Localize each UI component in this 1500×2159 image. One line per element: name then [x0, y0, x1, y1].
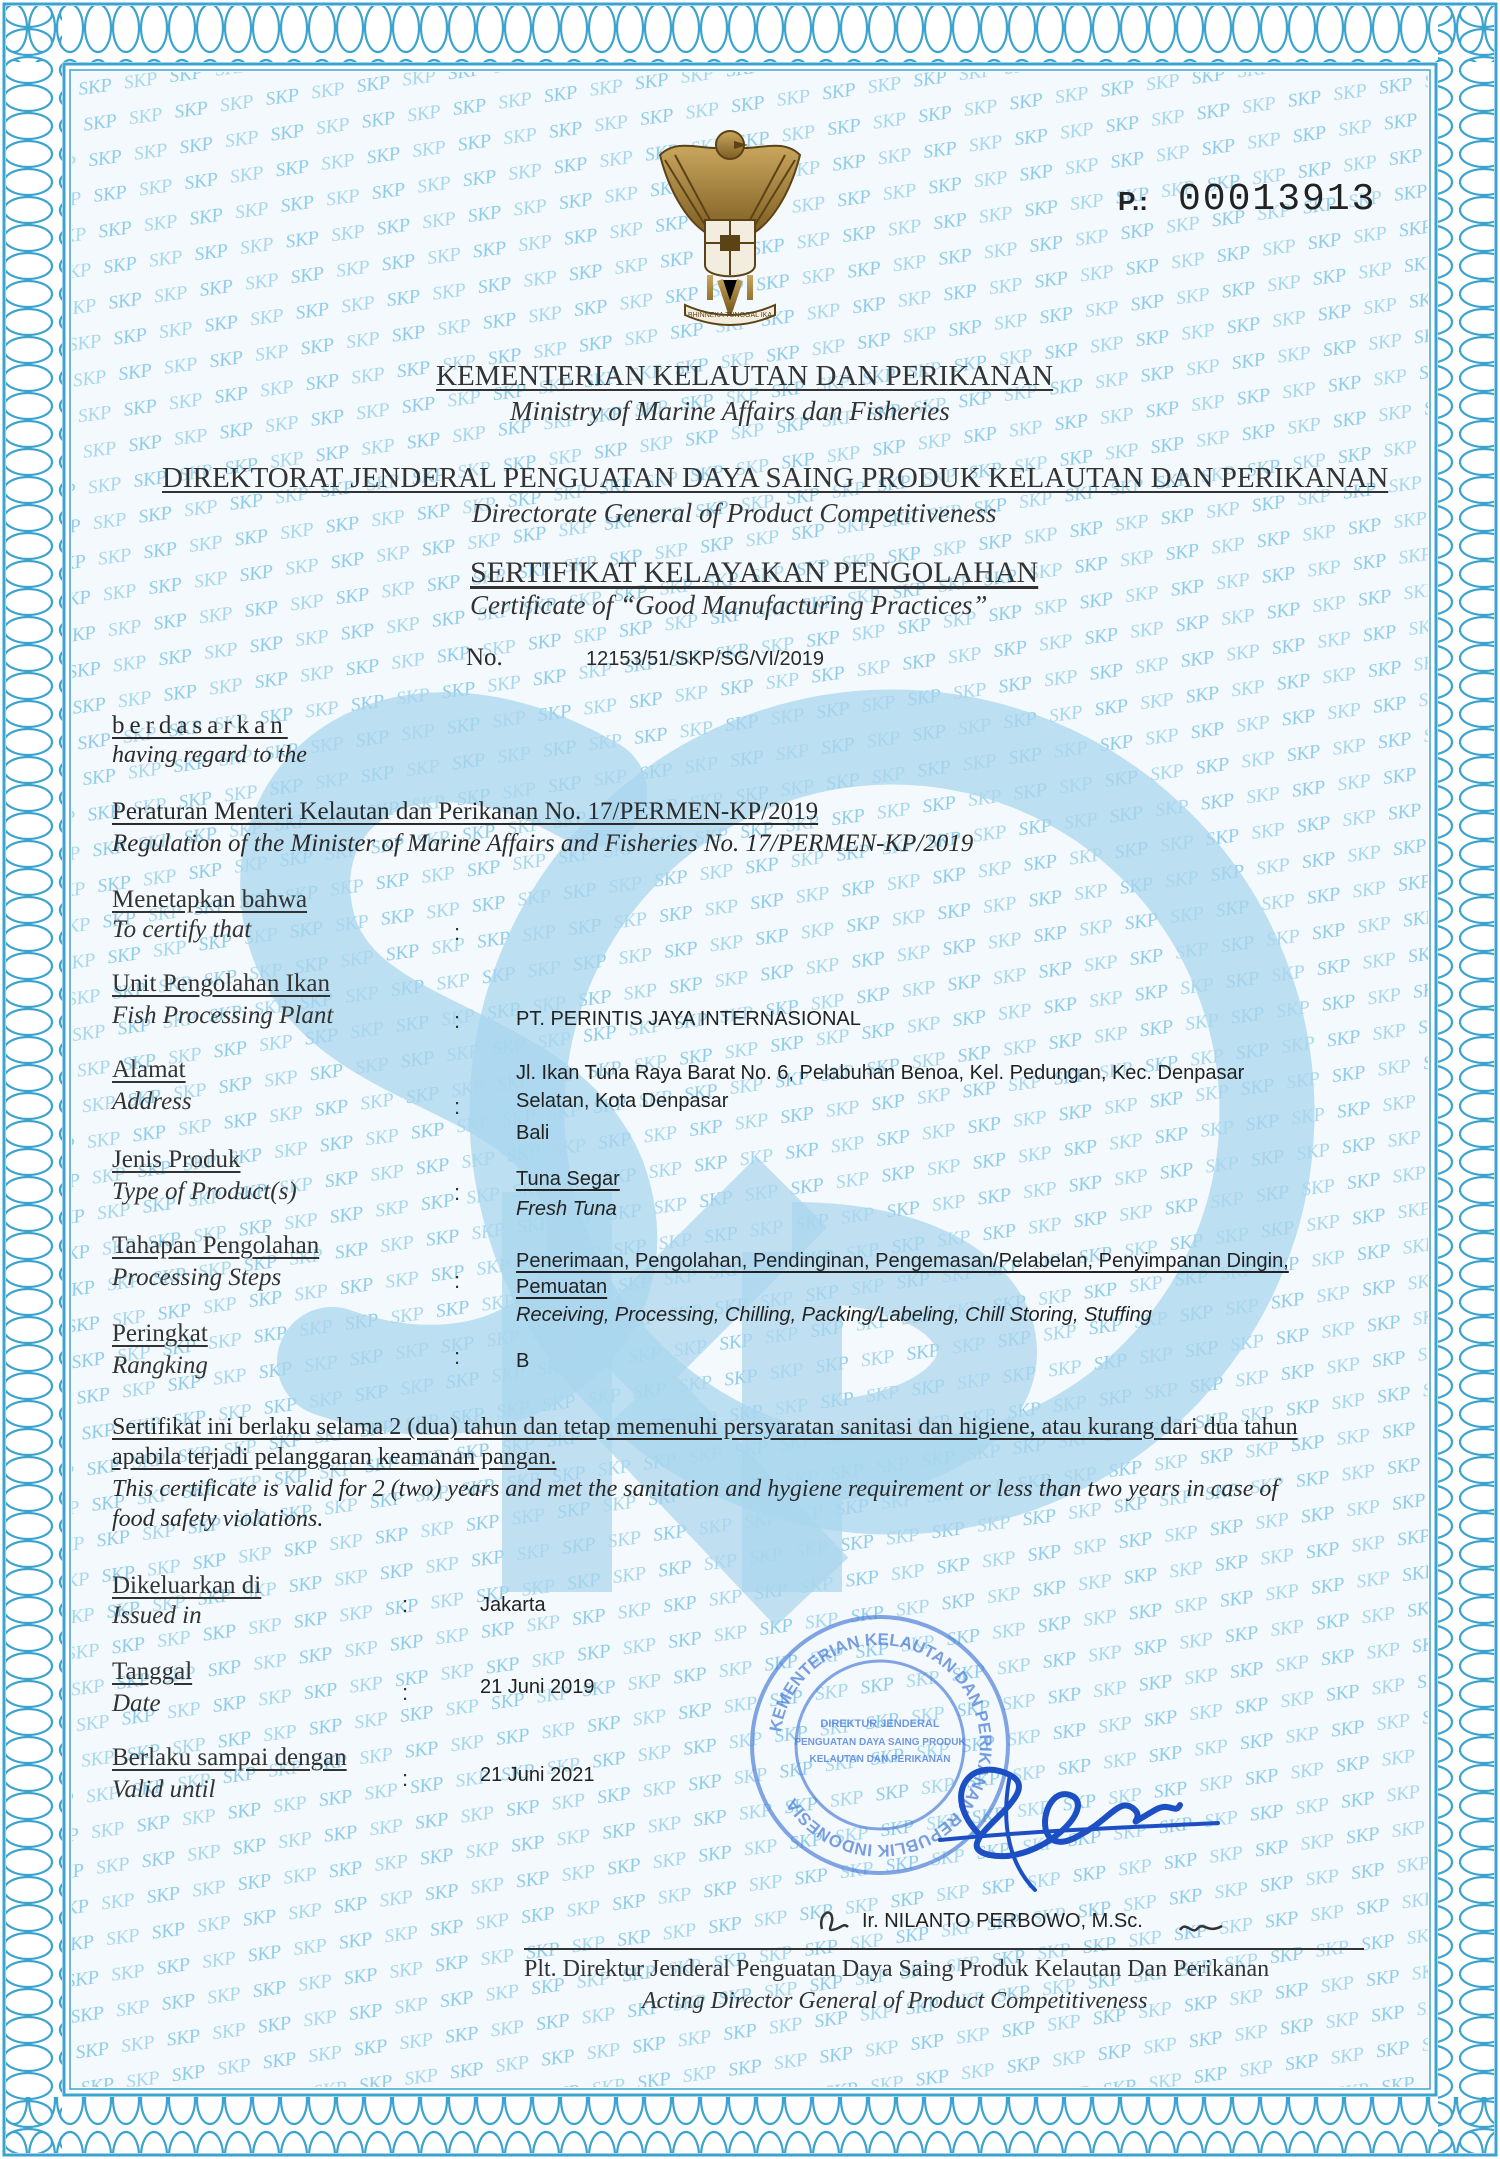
svg-text:BHINNEKA TUNGGAL IKA: BHINNEKA TUNGGAL IKA [687, 312, 773, 319]
issued-in-label: Dikeluarkan di [112, 1572, 262, 1599]
regard-label: berdasarkan [112, 712, 288, 739]
valid-until-label: Berlaku sampai dengan [112, 1744, 347, 1771]
steps-value-line-2: Pemuatan [516, 1276, 608, 1298]
certificate-title: SERTIFIKAT KELAYAKAN PENGOLAHAN [470, 556, 1039, 589]
rank-colon: : [454, 1344, 461, 1369]
directorate-name: DIREKTORAT JENDERAL PENGUATAN DAYA SAING PRODUK KELAUTAN DAN PERIKANAN [162, 462, 1389, 494]
validity-text-line-2: apabila terjadi pelanggaran keamanan pangan. [112, 1444, 557, 1470]
product-value: Tuna Segar [516, 1168, 620, 1190]
serial-prefix: P.: [1118, 186, 1148, 216]
stamp-inner-line-1: DIREKTUR JENDERAL [820, 1718, 940, 1730]
steps-value-line-1: Penerimaan, Pengolahan, Pendinginan, Pengemasan/Pelabelan, Penyimpanan Dingin, [516, 1250, 1289, 1272]
ministry-name: KEMENTERIAN KELAUTAN DAN PERIKANAN [436, 360, 1054, 392]
date-label-en: Date [112, 1690, 161, 1717]
steps-colon: : [454, 1268, 461, 1293]
regard-label-en: having regard to the [112, 742, 307, 768]
validity-text-en-line-2: food safety violations. [112, 1506, 324, 1532]
certificate-number: 12153/51/SKP/SG/VI/2019 [586, 648, 824, 670]
plant-value: PT. PERINTIS JAYA INTERNASIONAL [516, 1008, 861, 1030]
serial-number: 00013913 [1178, 178, 1377, 221]
issued-in-label-en: Issued in [112, 1602, 202, 1629]
certify-label: Menetapkan bahwa [112, 886, 308, 913]
date-label: Tanggal [112, 1658, 193, 1685]
valid-until-label-en: Valid until [112, 1776, 216, 1803]
regulation-text: Peraturan Menteri Kelautan dan Perikanan No. 17/PERMEN-KP/2019 [112, 798, 819, 825]
regulation-text-en: Regulation of the Minister of Marine Affairs and Fisheries No. 17/PERMEN-KP/2019 [112, 830, 974, 857]
signatory-name: Ir. NILANTO PERBOWO, M.Sc. [862, 1910, 1143, 1932]
signature-line [524, 1948, 1364, 1950]
stamp-inner-line-3: KELAUTAN DAN PERIKANAN [809, 1754, 951, 1765]
address-line-3: Bali [516, 1122, 550, 1144]
certificate-number-label: No. [466, 644, 503, 671]
initial-mark-icon [816, 1905, 850, 1935]
valid-until-colon: : [402, 1766, 409, 1791]
address-colon: : [454, 1094, 461, 1119]
certify-label-en: To certify that [112, 916, 252, 943]
signatory-title-en: Acting Director General of Product Competitiveness [642, 1988, 1148, 2014]
steps-label-en: Processing Steps [112, 1264, 282, 1291]
rank-label-en: Rangking [112, 1352, 208, 1379]
plant-label-en: Fish Processing Plant [112, 1002, 334, 1029]
validity-text-en-line-1: This certificate is valid for 2 (two) years and met the sanitation and hygiene requirement or less than two years in case of [112, 1476, 1279, 1502]
stamp-inner-line-2: PENGUATAN DAYA SAING PRODUK [794, 1737, 966, 1748]
rank-value: B [516, 1350, 530, 1372]
steps-value-en: Receiving, Processing, Chilling, Packing/Labeling, Chill Storing, Stuffing [516, 1304, 1152, 1326]
initial-mark-icon [1178, 1918, 1224, 1938]
product-label-en: Type of Product(s) [112, 1178, 297, 1205]
issued-in-colon: : [402, 1592, 409, 1617]
steps-label: Tahapan Pengolahan [112, 1232, 320, 1259]
garuda-emblem-icon [650, 115, 810, 335]
certify-colon: : [454, 920, 461, 945]
address-line-1: Jl. Ikan Tuna Raya Barat No. 6, Pelabuhan Benoa, Kel. Pedungan, Kec. Denpasar [516, 1062, 1245, 1084]
rank-label: Peringkat [112, 1320, 208, 1347]
product-value-en: Fresh Tuna [516, 1198, 617, 1220]
certificate-title-en: Certificate of “Good Manufacturing Practices” [470, 590, 988, 620]
plant-label: Unit Pengolahan Ikan [112, 970, 331, 997]
stamp-outer-text: KEMENTERIAN KELAUTAN DAN PERIKANAN REPUBLIK INDONESIA [765, 1629, 996, 1861]
signatory-title: Plt. Direktur Jenderal Penguatan Daya Saing Produk Kelautan Dan Perikanan [524, 1956, 1270, 1982]
product-colon: : [454, 1180, 461, 1205]
directorate-name-en: Directorate General of Product Competitiveness [472, 498, 997, 528]
date-colon: : [402, 1680, 409, 1705]
address-label-en: Address [112, 1088, 192, 1115]
ministry-name-en: Ministry of Marine Affairs dan Fisheries [510, 396, 950, 426]
plant-colon: : [454, 1008, 461, 1033]
issued-in-value: Jakarta [480, 1594, 546, 1616]
validity-text-line-1: Sertifikat ini berlaku selama 2 (dua) tahun dan tetap memenuhi persyaratan sanitasi dan higiene, atau kurang dari dua tahun [112, 1414, 1298, 1440]
valid-until-value: 21 Juni 2021 [480, 1764, 595, 1786]
address-label: Alamat [112, 1056, 186, 1083]
product-label: Jenis Produk [112, 1146, 241, 1173]
signature [920, 1735, 1220, 1895]
date-value: 21 Juni 2019 [480, 1676, 595, 1698]
address-line-2: Selatan, Kota Denpasar [516, 1090, 729, 1112]
